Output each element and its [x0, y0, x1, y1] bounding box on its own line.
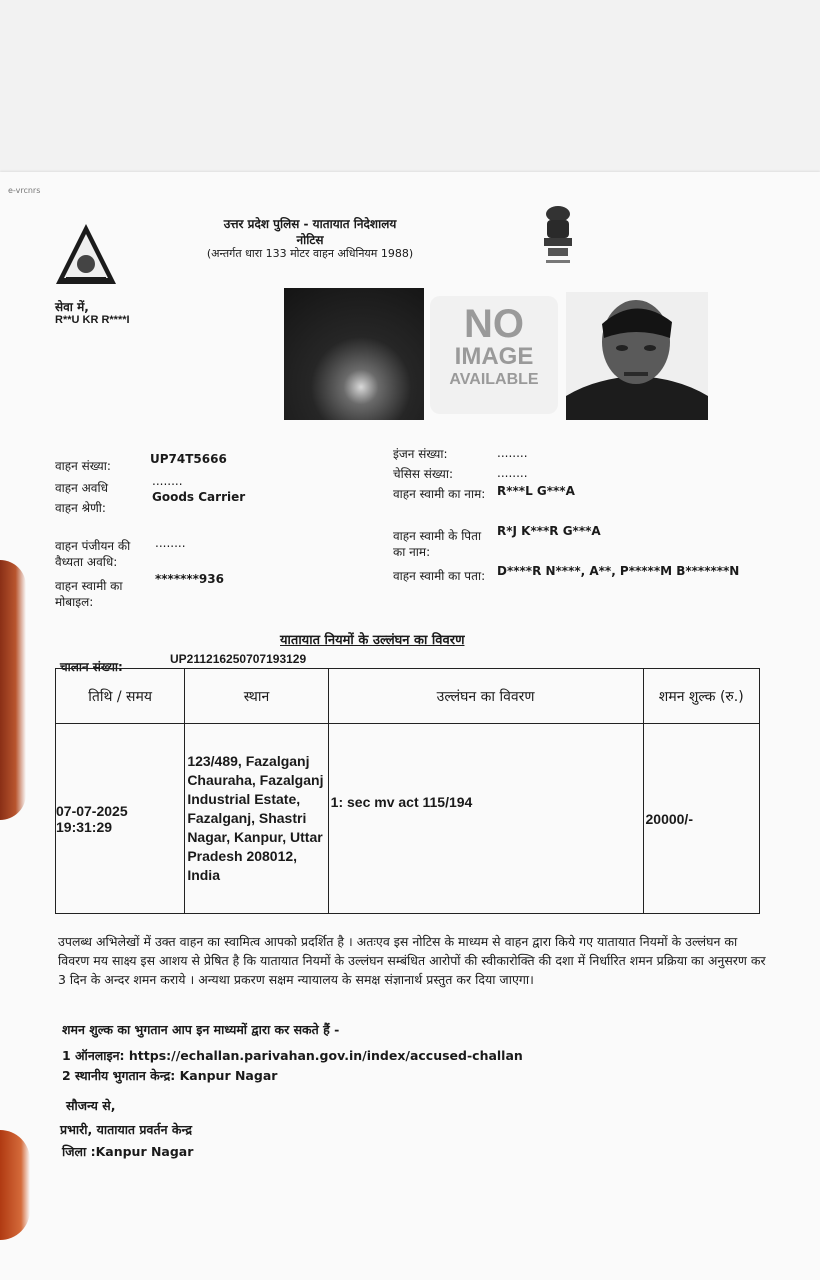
footer-courtesy: सौजन्य से,: [66, 1098, 116, 1113]
vehicle-number-label: वाहन संख्या:: [55, 459, 111, 473]
engine-number-value: ........: [497, 446, 528, 460]
payment-online: 1 ऑनलाइन: https://echallan.parivahan.gov.in/index/accused-challan: [62, 1048, 523, 1063]
header-place: स्थान: [185, 669, 328, 724]
no-image-text-2: IMAGE: [454, 343, 534, 370]
vehicle-category-value: Goods Carrier: [152, 490, 246, 504]
registration-validity-value: ........: [155, 536, 186, 550]
owner-name-label: वाहन स्वामी का नाम:: [393, 487, 486, 501]
vehicle-category-label: वाहन श्रेणी:: [55, 501, 106, 515]
owner-mobile-value: *******936: [155, 572, 224, 586]
owner-father-value: R*J K***R G***A: [497, 524, 601, 538]
seva-label: सेवा में,: [55, 300, 89, 314]
driver-photo: [566, 292, 708, 420]
footer-officer: प्रभारी, यातायात प्रवर्तन केन्द्र: [60, 1122, 192, 1137]
header-datetime: तिथि / समय: [56, 669, 185, 724]
violation-section-title: यातायात नियमों के उल्लंघन का विवरण: [280, 633, 465, 648]
no-image-text-3: AVAILABLE: [449, 371, 539, 388]
cell-datetime: [56, 724, 185, 914]
footer-district: जिला :Kanpur Nagar: [62, 1144, 194, 1159]
cell-violation: 1: sec mv act 115/194: [328, 724, 643, 914]
chassis-number-label: चेसिस संख्या:: [393, 467, 454, 481]
owner-address-label: वाहन स्वामी का पता:: [393, 569, 486, 583]
cell-date: 07-07-2025: [56, 802, 128, 819]
header-title: उत्तर प्रदेश पुलिस - यातायात निदेशालय: [223, 217, 397, 231]
table-row: [56, 724, 760, 914]
header-notice: नोटिस: [296, 233, 324, 247]
cell-place: 123/489, Fazalganj Chauraha, Fazalganj Industrial Estate, Fazalganj, Shastri Nagar, Kanpur, Uttar Pradesh 208012, India: [185, 724, 328, 914]
challan-number: UP211216250707193129: [170, 652, 307, 666]
corner-text: e-vrcnrs: [8, 186, 41, 195]
vehicle-number-value: UP74T5666: [150, 452, 227, 466]
finger-left: [0, 560, 26, 820]
header-violation: उल्लंघन का विवरण: [328, 669, 643, 724]
cell-fine: 20000/-: [643, 724, 760, 914]
recipient-name: R**U KR R****I: [55, 314, 130, 326]
registration-validity-label: वाहन पंजीयन की वैध्यता अवधि:: [55, 539, 131, 569]
vehicle-period-label: वाहन अवधि: [55, 481, 108, 495]
finger-bottom-left: [0, 1130, 30, 1240]
chassis-number-value: ........: [497, 466, 528, 480]
vehicle-period-value: ........: [152, 474, 183, 488]
payment-local: 2 स्थानीय भुगतान केन्द्र: Kanpur Nagar: [62, 1068, 278, 1083]
up-police-logo: [54, 222, 118, 288]
engine-number-label: इंजन संख्या:: [393, 447, 448, 461]
national-emblem-icon: [538, 204, 578, 268]
owner-mobile-label: वाहन स्वामी का मोबाइल:: [55, 579, 123, 609]
violation-table: [55, 668, 760, 914]
vehicle-photo: [284, 288, 424, 420]
no-image-placeholder: [430, 296, 558, 414]
owner-name-value: R***L G***A: [497, 484, 575, 498]
notice-paragraph: उपलब्ध अभिलेखों में उक्त वाहन का स्वामित्व आपको प्रदर्शित है । अतःएव इस नोटिस के माध्यम से वाहन द्वारा किये गए यातायात नियमों के उल्लंघन का विवरण मय साक्ष्य इस आशय से प्रेषित है कि यातायात नियमों के उल्लंघन सम्बंधित आरोपों की स्वीकारोक्ति की दशा में निर्धारित शमन प्रक्रिया का अनुसरण कर 3 दिन के अन्दर शमन कराये । अन्यथा प्रकरण सक्षम न्यायालय के समक्ष संज्ञानार्थ प्रस्तुत कर दिया जाएगा।: [58, 934, 766, 987]
payment-title: शमन शुल्क का भुगतान आप इन माध्यमों द्वारा कर सकते हैं -: [62, 1022, 340, 1037]
owner-address-value: D****R N****, A**, P*****M B*******N: [497, 564, 740, 578]
header-act: (अन्तर्गत धारा 133 मोटर वाहन अधिनियम 1988): [206, 247, 414, 260]
cell-time: 19:31:29: [56, 818, 113, 835]
challan-label: चालान संख्या:: [60, 660, 123, 674]
table-header-row: [56, 669, 760, 724]
header-fine: शमन शुल्क (रु.): [643, 669, 760, 724]
no-image-text-1: NO: [464, 302, 524, 346]
owner-father-label: वाहन स्वामी के पिता का नाम:: [393, 529, 482, 559]
